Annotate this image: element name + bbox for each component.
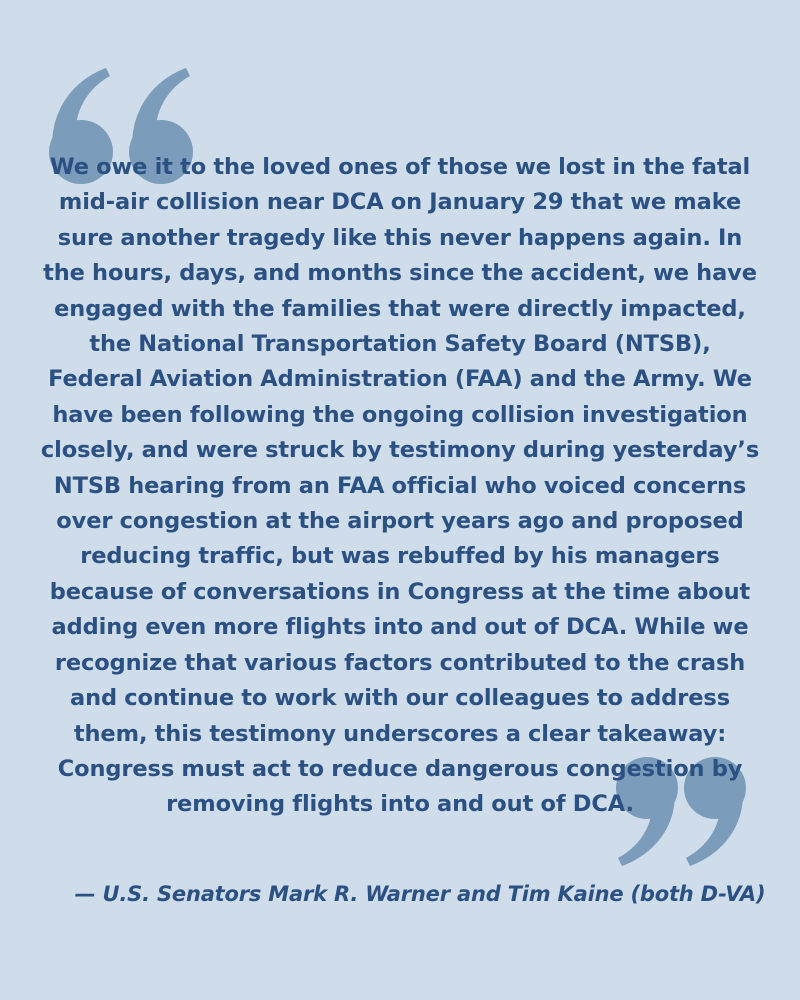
quote-text: We owe it to the loved ones of those we lost in the fatal mid-air collision near DCA on January 29 that we make sure another tragedy like this never happens again. In the hours, days, and months since the accident, we have engaged with the families that were directly impacted, the National Transportation Safety Board (NTSB), Federal Aviation Administration (FAA) and the Army. We have been following the ongoing collision investigation closely, and were struck by testimony during yesterday’s NTSB hearing from an FAA official who voiced concerns over congestion at the airport years ago and proposed reducing traffic, but was rebuffed by his managers because of conversations in Congress at the time about adding even more flights into and out of DCA. While we recognize that various factors contributed to the crash and continue to work with our colleagues to address them, this testimony underscores a clear takeaway: Congress must act to reduce dangerous congestion by removing flights into and out of DCA. [40,154,760,818]
attribution: — U.S. Senators Mark R. Warner and Tim Kaine (both D-VA) [74,882,766,906]
